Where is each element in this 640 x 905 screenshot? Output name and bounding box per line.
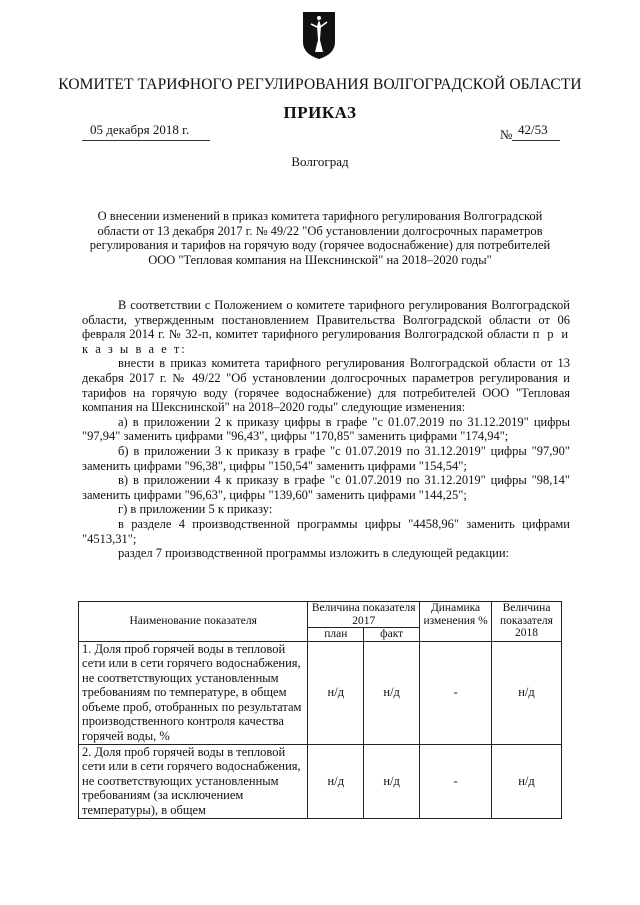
number-label: № — [500, 127, 513, 142]
item-a: а) в приложении 2 к приказу цифры в графе "с 01.07.2019 по 31.12.2019" цифры "97,94" заменить цифрами "96,43", цифры "170,85" заменить цифрами "174,94"; — [82, 414, 570, 444]
subject-line: О внесении изменений в приказ комитета тарифного регулирования Волгоградской — [97, 209, 543, 223]
preamble-paragraph — [82, 298, 570, 356]
volgograd-coat-of-arms-icon — [301, 10, 337, 60]
fact-value: н/д — [364, 641, 420, 744]
table-header-row — [79, 602, 562, 628]
dynamics-value: - — [420, 744, 492, 818]
number-underline — [512, 140, 560, 141]
fact-value: н/д — [364, 744, 420, 818]
header-value-2018: Величина показателя 2018 — [492, 602, 562, 642]
item-b: б) в приложении 3 к приказу в графе "с 01.07.2019 по 31.12.2019" цифры "97,90" заменить цифрами "96,38", цифры "150,54" заменить цифрами "154,54"; — [82, 443, 570, 473]
header-fact: факт — [364, 628, 420, 642]
indicator-name: 1. Доля проб горячей воды в тепловой сети или в сети горячего водоснабжения, не соответствующих установленным требованиям по температуре, в общем объеме проб, отобранных по результатам производственного контроля качества горячей воды, % — [79, 641, 308, 744]
subject-line: ООО "Тепловая компания на Шекснинской" на 2018–2020 годы" — [148, 252, 492, 267]
dynamics-value: - — [420, 641, 492, 744]
value-2018: н/д — [492, 744, 562, 818]
paragraph-main: внести в приказ комитета тарифного регулирования Волгоградской области от 13 декабря 2017 г. № 49/22 "Об установлении долгосрочных параметров регулирования и тарифов на горячую воду (горячее водоснабжение) для потребителей ООО "Тепловая компания на Шекснинской" на 2018–2020 годы" следующие изменения: — [82, 356, 570, 415]
plan-value: н/д — [308, 744, 364, 818]
city: Волгоград — [291, 154, 349, 169]
orders-word: п р и к а з ы в а е т: — [82, 327, 571, 356]
header-indicator-name: Наименование показателя — [79, 602, 308, 642]
table-row — [79, 744, 562, 818]
item-v: в) в приложении 4 к приказу в графе "с 01.07.2019 по 31.12.2019" цифры "98,14" заменить цифрами "96,63", цифры "139,60" заменить цифрами "144,25"; — [82, 473, 570, 502]
header-value-2017: Величина показателя 2017 — [308, 602, 420, 628]
order-date: 05 декабря 2018 г. — [90, 122, 190, 137]
item-g-section7: раздел 7 производственной программы изложить в следующей редакции: — [118, 546, 510, 561]
subject-line: области от 13 декабря 2017 г. № 49/22 "Об установлении долгосрочных параметров — [97, 223, 543, 238]
date-underline — [82, 140, 210, 141]
value-2018: н/д — [492, 641, 562, 744]
order-number: 42/53 — [518, 122, 548, 137]
plan-value: н/д — [308, 641, 364, 744]
header-plan: план — [308, 628, 364, 642]
subject-line: регулирования и тарифов на горячую воду (горячее водоснабжение) для потребителей — [89, 238, 551, 253]
item-g: г) в приложении 5 к приказу: — [118, 502, 273, 517]
order-title: ПРИКАЗ — [283, 103, 357, 122]
committee-name: КОМИТЕТ ТАРИФНОГО РЕГУЛИРОВАНИЯ ВОЛГОГРАДСКОЙ ОБЛАСТИ — [58, 76, 582, 93]
table-row — [79, 641, 562, 744]
indicator-name: 2. Доля проб горячей воды в тепловой сети или в сети горячего водоснабжения, не соответствующих установленным требованиям (за исключением температуры), в общем — [79, 744, 308, 818]
order-subject — [80, 209, 560, 267]
preamble-text: В соответствии с Положением о комитете тарифного регулирования Волгоградской области, утвержденным постановлением Правительства Волгоградской области от 06 февраля 2014 г. № 32-п, комитет тарифного регулирования Волгоградской области — [82, 298, 570, 342]
indicators-table — [78, 601, 562, 819]
order-body — [82, 298, 570, 561]
item-g-section4: в разделе 4 производственной программы цифры "4458,96" заменить цифрами "4513,31"; — [82, 516, 570, 546]
header-dynamics: Динамика изменения % — [420, 602, 492, 642]
